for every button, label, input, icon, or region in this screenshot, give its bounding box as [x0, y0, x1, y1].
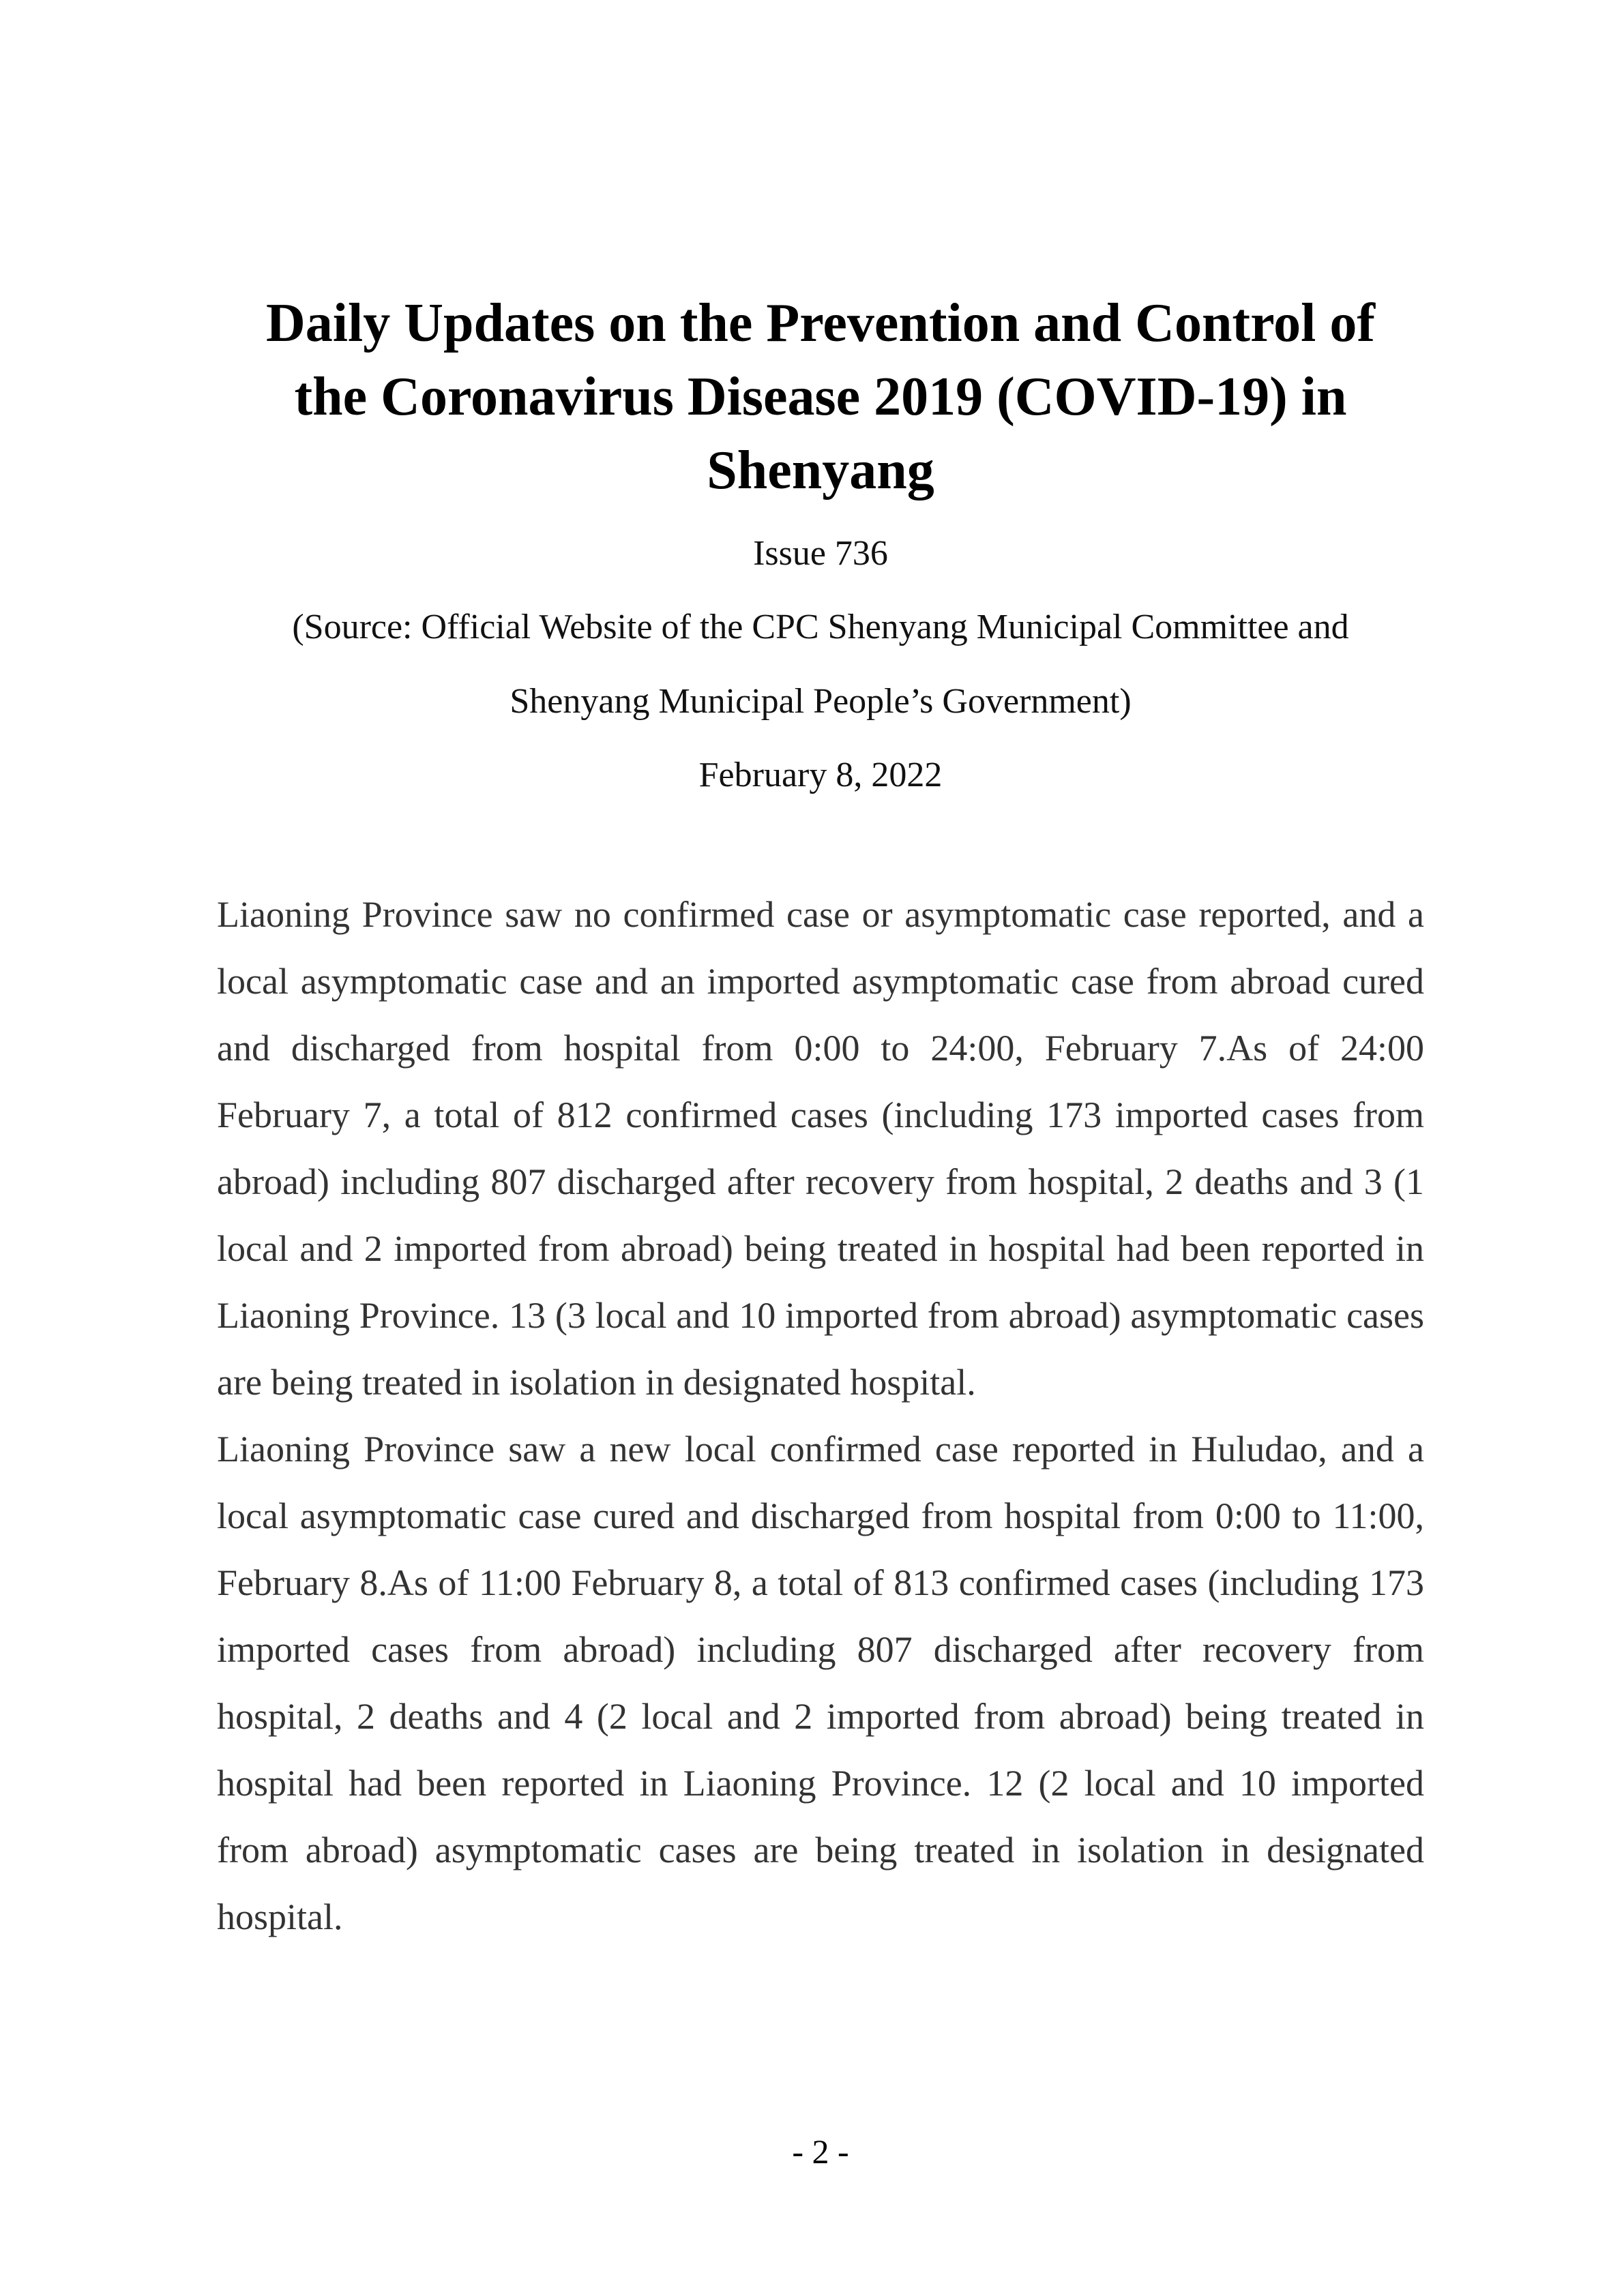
issue-number: Issue 736	[753, 534, 888, 573]
page-number: - 2 -	[792, 2132, 849, 2171]
publication-date: February 8, 2022	[698, 756, 943, 794]
document-title	[205, 286, 1436, 507]
paragraph-feb-8-update: Liaoning Province saw a new local confirmed case reported in Huludao, and a local asymptomatic case cured and discharged from hospital from 0:00 to 11:00, February 8.As of 11:00 February 8, a total of 813 confirmed cases (including 173 imported cases from abroad) including 807 discharged after recovery from hospital, 2 deaths and 4 (2 local and 2 imported from abroad) being treated in hospital had been reported in Liaoning Province. 12 (2 local and 10 imported from abroad) asymptomatic cases are being treated in isolation in designated hospital.	[217, 1429, 1424, 1937]
source-line-1: (Source: Official Website of the CPC Shenyang Municipal Committee and	[292, 608, 1349, 646]
document-body	[217, 881, 1424, 1950]
title-line-1: Daily Updates on the Prevention and Control of	[265, 293, 1375, 353]
title-line-2: the Coronavirus Disease 2019 (COVID-19) in	[294, 367, 1347, 427]
title-line-3: Shenyang	[707, 441, 934, 501]
source-line-2: Shenyang Municipal People’s Government)	[510, 682, 1132, 721]
paragraph-feb-7-update: Liaoning Province saw no confirmed case or asymptomatic case reported, and a local asymptomatic case and an imported asymptomatic case from abroad cured and discharged from hospital from 0:00 to 24:00, February 7.As of 24:00 February 7, a total of 812 confirmed cases (including 173 imported cases from abroad) including 807 discharged after recovery from hospital, 2 deaths and 3 (1 local and 2 imported from abroad) being treated in hospital had been reported in Liaoning Province. 13 (3 local and 10 imported from abroad) asymptomatic cases are being treated in isolation in designated hospital.	[217, 894, 1424, 1403]
